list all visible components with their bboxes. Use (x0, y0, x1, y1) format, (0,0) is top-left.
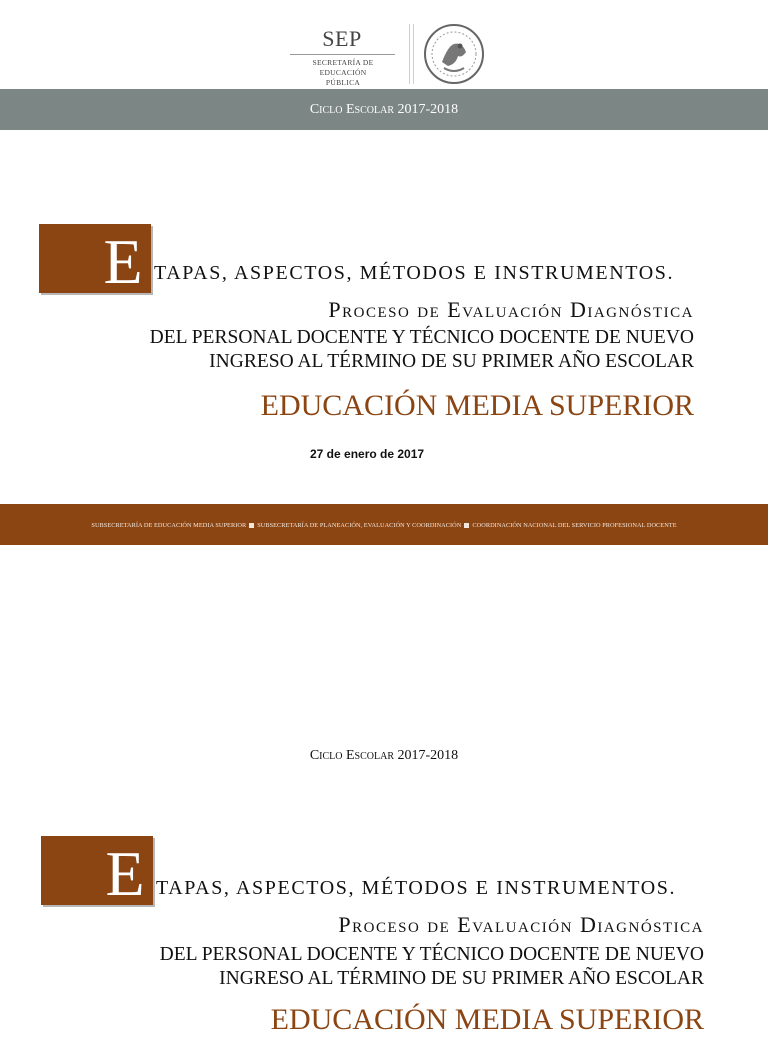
education-level-heading: EDUCACIÓN MEDIA SUPERIOR (270, 1003, 704, 1036)
coat-of-arms-seal-icon (422, 22, 486, 86)
process-title: Proceso de Evaluación Diagnóstica (338, 912, 704, 937)
document-title: TAPAS, ASPECTOS, MÉTODOS E INSTRUMENTOS. (154, 262, 675, 284)
subtitle-line-1: DEL PERSONAL DOCENTE Y TÉCNICO DOCENTE DE NUEVO (149, 327, 694, 348)
subtitle-line-2: INGRESO AL TÉRMINO DE SU PRIMER AÑO ESCOLAR (219, 968, 704, 989)
process-title: Proceso de Evaluación Diagnóstica (328, 297, 694, 322)
logo-vertical-bar (413, 24, 414, 84)
logo-vertical-bar (409, 24, 410, 84)
sep-acronym: SEP (322, 26, 362, 51)
square-bullet-icon (249, 523, 254, 528)
institution-item: SUBSECRETARÍA DE EDUCACIÓN MEDIA SUPERIOR (91, 522, 247, 529)
institution-band (0, 504, 768, 545)
drop-cap-box (41, 836, 153, 909)
sep-logo (288, 22, 488, 88)
school-cycle-band (0, 89, 768, 130)
institution-item: COORDINACIÓN NACIONAL DEL SERVICIO PROFESIONAL DOCENTE (472, 522, 677, 529)
institution-band-text (0, 504, 768, 547)
school-cycle-label: Ciclo Escolar 2017-2018 (309, 102, 459, 117)
drop-cap-letter: E (103, 226, 143, 297)
institution-item: SUBSECRETARÍA DE PLANEACIÓN, EVALUACIÓN Y COORDINACIÓN (257, 522, 462, 529)
logo-subtitle-line2: EDUCACIÓN PÚBLICA (319, 68, 367, 87)
logo-subtitle-line1: SECRETARÍA DE (312, 58, 374, 67)
drop-cap-box (39, 224, 151, 297)
education-level-heading: EDUCACIÓN MEDIA SUPERIOR (260, 389, 694, 422)
subtitle-line-1: DEL PERSONAL DOCENTE Y TÉCNICO DOCENTE DE NUEVO (159, 944, 704, 965)
drop-cap-letter: E (105, 838, 145, 909)
subtitle-line-2: INGRESO AL TÉRMINO DE SU PRIMER AÑO ESCOLAR (209, 351, 694, 372)
square-bullet-icon (464, 523, 469, 528)
document-date: 27 de enero de 2017 (310, 447, 425, 461)
logo-subtitle (302, 58, 384, 88)
document-title: TAPAS, ASPECTOS, MÉTODOS E INSTRUMENTOS. (156, 877, 677, 899)
school-cycle-label: Ciclo Escolar 2017-2018 (309, 748, 459, 763)
logo-divider-line (290, 54, 395, 55)
